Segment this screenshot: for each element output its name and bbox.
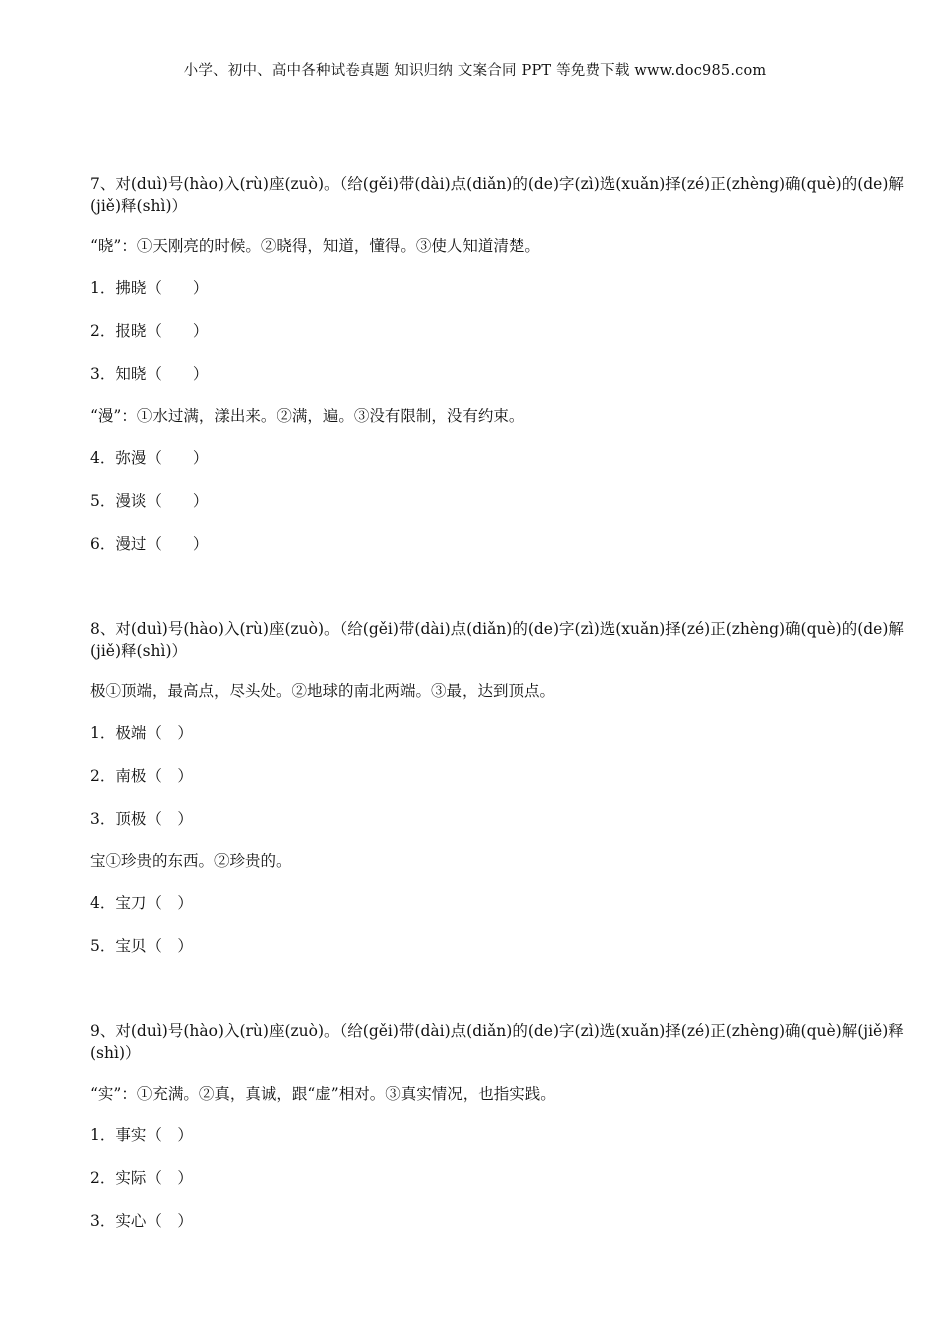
question-8-item-4: 4．宝刀（ ） (90, 894, 193, 912)
question-8-item-2: 2．南极（ ） (90, 767, 193, 785)
question-9-title-line1: 9、对(duì)号(hào)入(rù)座(zuò)。（给(gěi)带(dài)点(diǎn)的(de)字(zì)选(xuǎn)择(zé)正(zhèng)确(què)解(jiě)释 (90, 1022, 904, 1040)
question-7-title-line2: (jiě)释(shì)） (90, 197, 188, 215)
question-9-item-2: 2．实际（ ） (90, 1169, 193, 1187)
question-8-definition-bao: 宝①珍贵的东西。②珍贵的。 (90, 852, 292, 870)
question-7-title-line1: 7、对(duì)号(hào)入(rù)座(zuò)。（给(gěi)带(dài)点(diǎn)的(de)字(zì)选(xuǎn)择(zé)正(zhèng)确(què)的(de)解 (90, 175, 904, 193)
page-header: 小学、初中、高中各种试卷真题 知识归纳 文案合同 PPT 等免费下载 www.doc985.com (183, 63, 767, 79)
question-7-item-5: 5．漫谈（ ） (90, 492, 209, 510)
question-7-item-1: 1．拂晓（ ） (90, 279, 209, 297)
question-7-item-3: 3．知晓（ ） (90, 365, 209, 383)
question-7-definition-man: “漫”：①水过满，漾出来。②满，遍。③没有限制，没有约束。 (90, 407, 525, 425)
question-8-definition-ji: 极①顶端，最高点，尽头处。②地球的南北两端。③最，达到顶点。 (90, 682, 556, 700)
question-7-item-2: 2．报晓（ ） (90, 322, 209, 340)
question-7-item-4: 4．弥漫（ ） (90, 449, 209, 467)
question-9-definition-shi: “实”：①充满。②真，真诚，跟“虚”相对。③真实情况，也指实践。 (90, 1085, 556, 1103)
question-8-item-5: 5．宝贝（ ） (90, 937, 193, 955)
question-8-title-line2: (jiě)释(shì)） (90, 642, 188, 660)
question-9-item-1: 1．事实（ ） (90, 1126, 193, 1144)
question-7-definition-xiao: “晓”：①天刚亮的时候。②晓得，知道，懂得。③使人知道清楚。 (90, 237, 540, 255)
question-9-title-line2: (shì)） (90, 1044, 141, 1062)
question-9-item-3: 3．实心（ ） (90, 1212, 193, 1230)
question-8-item-1: 1．极端（ ） (90, 724, 193, 742)
question-8-item-3: 3．顶极（ ） (90, 810, 193, 828)
question-7-item-6: 6．漫过（ ） (90, 535, 209, 553)
question-8-title-line1: 8、对(duì)号(hào)入(rù)座(zuò)。（给(gěi)带(dài)点(diǎn)的(de)字(zì)选(xuǎn)择(zé)正(zhèng)确(què)的(de)解 (90, 620, 904, 638)
